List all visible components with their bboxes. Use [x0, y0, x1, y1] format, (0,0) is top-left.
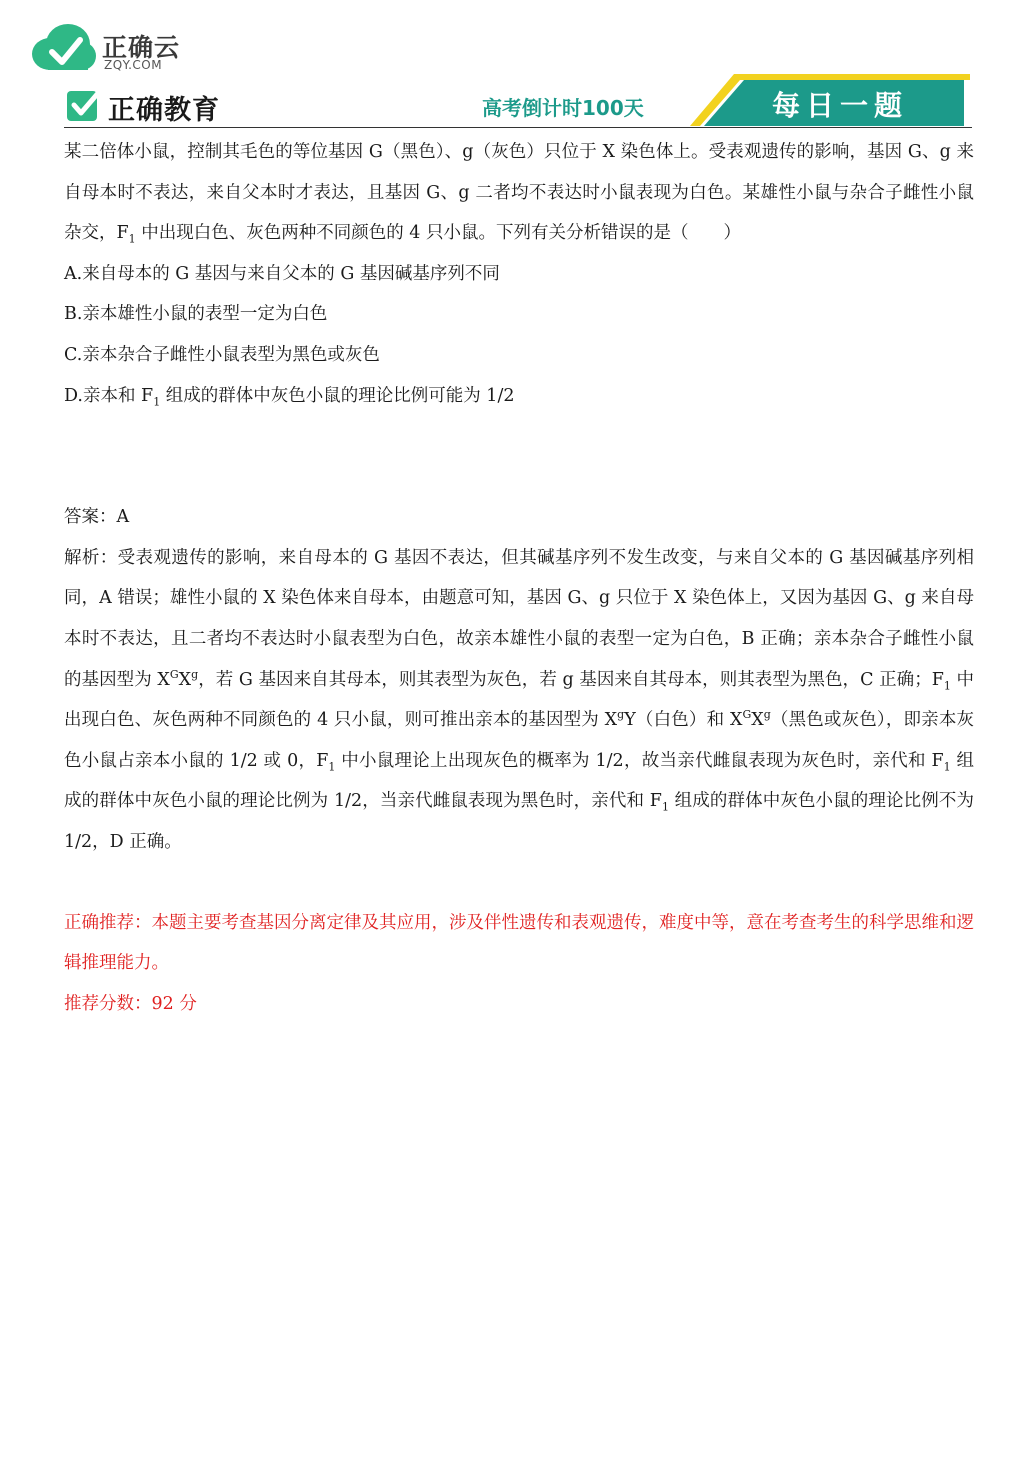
logo-name: 正确云 [102, 33, 181, 62]
analysis: 解析：受表观遗传的影响，来自母本的 G 基因不表达，但其碱基序列不发生改变，与来自父本的 G 基因碱基序列相同，A 错误；雄性小鼠的 X 染色体来自母本，由题意可知，基因 G、g 只位于 X 染色体上，又因为基因 G、g 来自母本时不表达，且二者均不表达时小鼠表型为白色，故亲本雄性小鼠的表型一定为白色，B 正确；亲本杂合子雌性小鼠的基因型为 $X^GX^g$，若 G 基因来自其母本，则其表型为灰色，若 g 基因来自其母本，则其表型为黑色，C 正确；$F_1$ 中出现白色、灰色两种不同颜色的 4 只小鼠，则可推出亲本的基因型为 $X^gY$（白色）和 $X^GX^g$（黑色或灰色），即亲本灰色小鼠占亲本小鼠的 1/2 或 0，$F_1$ 中小鼠理论上出现灰色的概率为 1/2，故当亲代雌鼠表现为灰色时，亲代和 $F_1$ 组成的群体中灰色小鼠的理论比例为 1/2，当亲代雌鼠表现为黑色时，亲代和 $F_1$ 组成的群体中灰色小鼠的理论比例不为 1/2，D 正确。 [64, 547, 975, 852]
option-b: B.亲本雄性小鼠的表型一定为白色 [64, 304, 328, 325]
answer: 答案：A [64, 507, 130, 528]
cloud-check-icon [30, 22, 98, 72]
checkbox-icon [66, 88, 102, 124]
brand-name: 正确教育 [108, 95, 220, 126]
document-body [64, 132, 974, 1024]
spacer [64, 863, 974, 903]
recommend-score: 推荐分数：92 分 [64, 993, 197, 1014]
header-divider [64, 127, 972, 128]
option-c: C.亲本杂合子雌性小鼠表型为黑色或灰色 [64, 344, 380, 365]
zqy-logo [30, 22, 190, 76]
countdown-text: 高考倒计时100天 [482, 96, 644, 120]
banner-label: 每日一题 [772, 89, 909, 122]
spacer [64, 416, 974, 497]
option-a: A.来自母本的 G 基因与来自父本的 G 基因碱基序列不同 [64, 263, 500, 284]
recommendation: 正确推荐：本题主要考查基因分离定律及其应用，涉及伴性遗传和表观遗传，难度中等，意在考查考生的科学思维和逻辑推理能力。 [64, 912, 974, 974]
option-d: D.亲本和 $F_1$ 组成的群体中灰色小鼠的理论比例可能为 1/2 [64, 385, 515, 409]
logo-domain: ZQY.COM [104, 58, 163, 72]
question-stem: 某二倍体小鼠，控制其毛色的等位基因 G（黑色）、g（灰色）只位于 X 染色体上。受表观遗传的影响，基因 G、g 来自母本时不表达，来自父本时才表达，且基因 G、g 二者均不表达时小鼠表现为白色。某雄性小鼠与杂合子雌性小鼠杂交，$F_1$ 中出现白色、灰色两种不同颜色的 4 只小鼠。下列有关分析错误的是（ ） [64, 142, 974, 246]
